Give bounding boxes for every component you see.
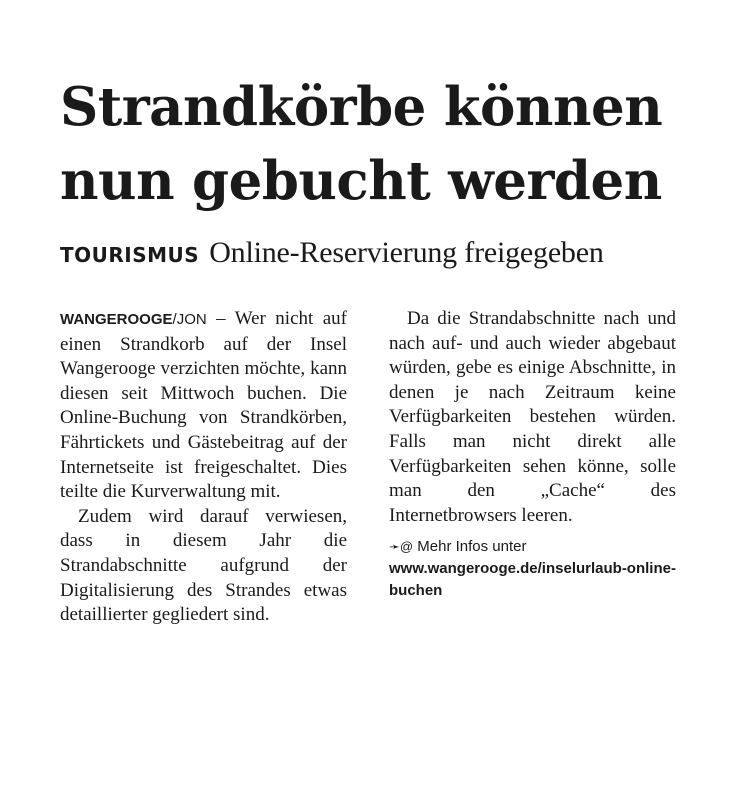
column-left bbox=[60, 307, 347, 628]
paragraph-3 bbox=[389, 307, 676, 528]
dateline-place: WANGEROOGE bbox=[60, 311, 173, 328]
more-info-link[interactable]: www.wangerooge.de/inselurlaub-online-buchen bbox=[389, 560, 676, 600]
subheadline bbox=[60, 236, 676, 270]
column-right bbox=[389, 307, 676, 628]
headline bbox=[60, 70, 676, 218]
article-body bbox=[60, 307, 676, 628]
more-info-label: Mehr Infos unter bbox=[417, 538, 527, 556]
headline-line-2: nun gebucht werden bbox=[60, 150, 662, 212]
article bbox=[60, 70, 676, 626]
paragraph-1 bbox=[60, 307, 347, 505]
more-info bbox=[389, 536, 676, 602]
paragraph-2-text: Zudem wird darauf verwiesen, dass in diesem Jahr die Strandabschnitte aufgrund der Digitalisierung des Strandes etwas detaillierter gegliedert sind. bbox=[60, 505, 347, 626]
dateline-separator: / bbox=[172, 311, 177, 328]
subtitle: Online-Reservierung freigegeben bbox=[209, 236, 604, 269]
kicker: TOURISMUS bbox=[60, 243, 200, 267]
headline-line-1: Strandkörbe können bbox=[60, 76, 663, 138]
paragraph-2 bbox=[60, 505, 347, 628]
arrow-at-icon: ➛@ bbox=[389, 539, 414, 555]
dateline-dash: – bbox=[206, 308, 235, 329]
dateline-author: JON bbox=[176, 311, 207, 328]
paragraph-3-text: Da die Strandabschnitte nach und nach auf- und auch wieder abgebaut würden, gebe es einige Abschnitte, in denen je nach Zeitraum keine Verfügbarkeiten bestehen würden. Falls man nicht direkt alle Verfügbarkeiten sehen könne, solle man den „Cache“ des Internetbrowsers leeren. bbox=[389, 308, 676, 526]
paragraph-1-text: Wer nicht auf einen Strandkorb auf der Insel Wangerooge verzichten möchte, kann diesen seit Mittwoch buchen. Die Online-Buchung von Strandkörben, Fährtickets und Gästebeitrag auf der Internetseite ist freigeschaltet. Dies teilte die Kurverwaltung mit. bbox=[60, 308, 347, 503]
